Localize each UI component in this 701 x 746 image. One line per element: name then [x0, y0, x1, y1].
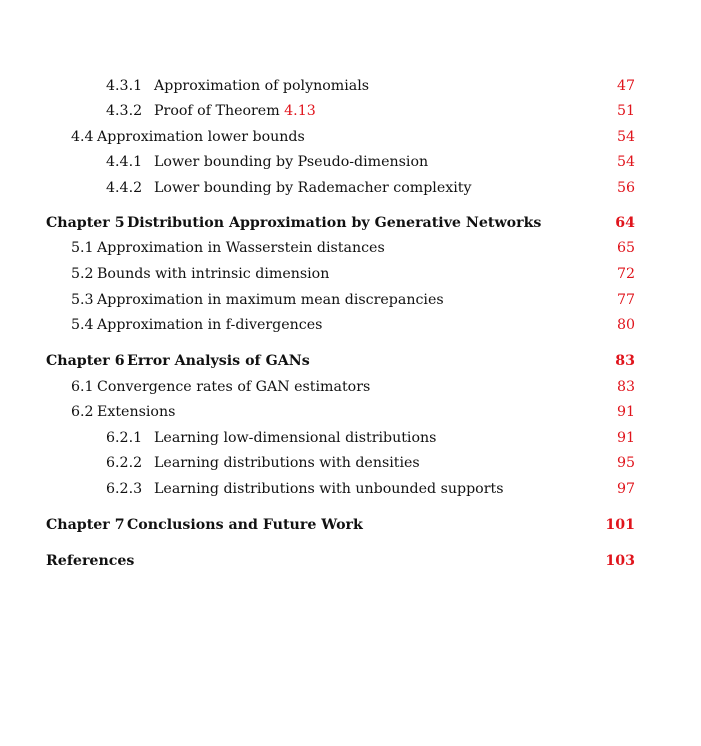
section-number: 4.4.1: [106, 154, 143, 170]
page-number[interactable]: 83: [616, 379, 635, 395]
section-title-text: Proof of Theorem: [154, 103, 285, 119]
section-title: Lower bounding by Rademacher complexity: [154, 180, 472, 196]
section-title: Extensions: [97, 404, 176, 420]
section-number: 4.3.2: [106, 103, 143, 119]
toc-entry-6-2-3[interactable]: [0, 479, 701, 499]
page-number[interactable]: 65: [616, 240, 635, 256]
toc-entry-4-4-1[interactable]: [0, 152, 701, 172]
section-number: 6.2.3: [106, 481, 143, 497]
section-number: 6.1: [71, 379, 94, 395]
section-title: Learning low-dimensional distributions: [154, 430, 437, 446]
section-number: 5.3: [71, 292, 94, 308]
page-number[interactable]: 80: [616, 317, 635, 333]
page-number[interactable]: 83: [615, 353, 635, 369]
chapter-title: Conclusions and Future Work: [127, 517, 363, 533]
theorem-reference-link[interactable]: 4.13: [284, 103, 316, 119]
section-title: Lower bounding by Pseudo-dimension: [154, 154, 429, 170]
page-number[interactable]: 91: [616, 430, 635, 446]
page-number[interactable]: 64: [615, 215, 635, 231]
toc-entry-4-3-2[interactable]: [0, 101, 701, 121]
page-number[interactable]: 72: [616, 266, 635, 282]
toc-entry-4-3-1[interactable]: [0, 76, 701, 96]
chapter-number: Chapter 6: [46, 353, 125, 369]
section-title: Learning distributions with unbounded supports: [154, 481, 504, 497]
toc-entry-4-4[interactable]: [0, 127, 701, 147]
toc-entry-5-3[interactable]: [0, 290, 701, 310]
toc-entry-6-1[interactable]: [0, 377, 701, 397]
page-number[interactable]: 95: [616, 455, 635, 471]
page-number[interactable]: 103: [605, 553, 635, 569]
page-number[interactable]: 101: [605, 517, 635, 533]
toc-chapter-5[interactable]: [0, 213, 701, 233]
section-title: Bounds with intrinsic dimension: [97, 266, 330, 282]
toc-chapter-6[interactable]: [0, 351, 701, 371]
section-number: 4.3.1: [106, 78, 143, 94]
section-number: 4.4: [71, 129, 94, 145]
toc-references[interactable]: [0, 551, 701, 571]
chapter-number: Chapter 5: [46, 215, 125, 231]
toc-chapter-7[interactable]: [0, 515, 701, 535]
page-number[interactable]: 56: [616, 180, 635, 196]
toc-entry-4-4-2[interactable]: [0, 178, 701, 198]
toc-entry-6-2-1[interactable]: [0, 428, 701, 448]
section-title: Approximation of polynomials: [154, 78, 370, 94]
section-title: Convergence rates of GAN estimators: [97, 379, 371, 395]
section-title: Approximation in Wasserstein distances: [97, 240, 385, 256]
page-number[interactable]: 54: [616, 129, 635, 145]
section-title: Approximation in f-divergences: [97, 317, 323, 333]
section-number: 4.4.2: [106, 180, 143, 196]
section-number: 5.1: [71, 240, 94, 256]
section-title: [154, 101, 316, 121]
chapter-title: Error Analysis of GANs: [127, 353, 310, 369]
section-number: 6.2.1: [106, 430, 143, 446]
page-number[interactable]: 97: [616, 481, 635, 497]
toc-entry-6-2[interactable]: [0, 402, 701, 422]
section-number: 6.2: [71, 404, 94, 420]
page-number[interactable]: 47: [616, 78, 635, 94]
section-title: Approximation lower bounds: [97, 129, 305, 145]
page-number[interactable]: 54: [616, 154, 635, 170]
chapter-number: Chapter 7: [46, 517, 125, 533]
section-number: 5.4: [71, 317, 94, 333]
toc-entry-5-4[interactable]: [0, 315, 701, 335]
toc-entry-5-2[interactable]: [0, 264, 701, 284]
section-number: 6.2.2: [106, 455, 143, 471]
section-title: Approximation in maximum mean discrepancies: [97, 292, 444, 308]
page-number[interactable]: 91: [616, 404, 635, 420]
page-number[interactable]: 51: [616, 103, 635, 119]
section-number: 5.2: [71, 266, 94, 282]
toc-entry-5-1[interactable]: [0, 238, 701, 258]
chapter-title: Distribution Approximation by Generative Networks: [127, 215, 542, 231]
references-title: References: [46, 553, 135, 569]
section-title: Learning distributions with densities: [154, 455, 420, 471]
toc-entry-6-2-2[interactable]: [0, 453, 701, 473]
page-number[interactable]: 77: [616, 292, 635, 308]
